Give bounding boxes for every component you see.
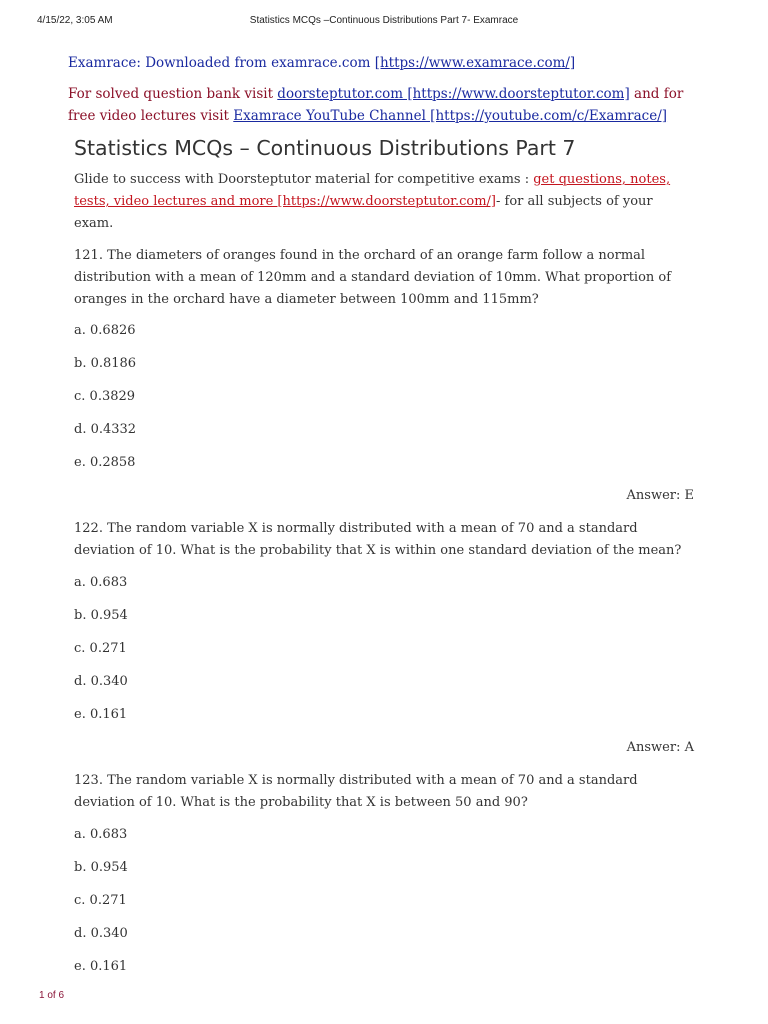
- option-c: c. 0.3829: [74, 389, 136, 404]
- banner-text: Examrace: Downloaded from examrace.com: [68, 55, 375, 71]
- page-number: 1 of 6: [39, 990, 65, 1001]
- option-e: e. 0.2858: [74, 455, 136, 470]
- youtube-channel-link[interactable]: Examrace YouTube Channel [https://youtube.com/c/Examrace/]: [233, 108, 668, 124]
- intro-suffix: - for all subjects of your exam.: [74, 194, 653, 231]
- banner-mid: and for free video lectures visit: [68, 86, 684, 124]
- print-page-title: Statistics MCQs –Continuous Distributions Part 7- Examrace: [249, 15, 519, 26]
- option-b: b. 0.954: [74, 860, 128, 875]
- option-e: e. 0.161: [74, 707, 128, 722]
- examrace-banner: [68, 55, 575, 71]
- option-a: a. 0.683: [74, 575, 128, 590]
- print-date: 4/15/22, 3:05 AM: [37, 15, 113, 26]
- option-c: c. 0.271: [74, 893, 127, 908]
- doorsteptutor-banner: [68, 83, 708, 127]
- option-d: d. 0.340: [74, 674, 128, 689]
- question-123: 123. The random variable X is normally distributed with a mean of 70 and a standard deviation of 10. What is the probability that X is between 50 and 90?: [74, 773, 638, 810]
- page-title: Statistics MCQs – Continuous Distributions Part 7: [74, 136, 576, 160]
- option-b: b. 0.8186: [74, 356, 137, 371]
- option-a: a. 0.6826: [74, 323, 136, 338]
- doorsteptutor-link[interactable]: doorsteptutor.com [https://www.doorsteptutor.com]: [277, 86, 630, 102]
- option-b: b. 0.954: [74, 608, 128, 623]
- question-122: 122. The random variable X is normally distributed with a mean of 70 and a standard deviation of 10. What is the probability that X is within one standard deviation of the mean?: [74, 521, 682, 558]
- option-c: c. 0.271: [74, 641, 127, 656]
- option-d: d. 0.340: [74, 926, 128, 941]
- option-d: d. 0.4332: [74, 422, 137, 437]
- option-e: e. 0.161: [74, 959, 128, 974]
- answer-122: Answer: A: [626, 740, 694, 755]
- banner-prefix: For solved question bank visit: [68, 86, 278, 102]
- intro-link[interactable]: get questions, notes, tests, video lectures and more [https://www.doorsteptutor.com/]: [74, 172, 671, 209]
- answer-121: Answer: E: [626, 488, 694, 503]
- option-a: a. 0.683: [74, 827, 128, 842]
- question-121: 121. The diameters of oranges found in the orchard of an orange farm follow a normal distribution with a mean of 120mm and a standard deviation of 10mm. What proportion of oranges in the orchard have a diameter between 100mm and 115mm?: [74, 248, 672, 307]
- intro-paragraph: [74, 169, 686, 235]
- examrace-link[interactable]: [https://www.examrace.com/]: [374, 55, 576, 71]
- intro-prefix: Glide to success with Doorsteptutor material for competitive exams :: [74, 172, 534, 187]
